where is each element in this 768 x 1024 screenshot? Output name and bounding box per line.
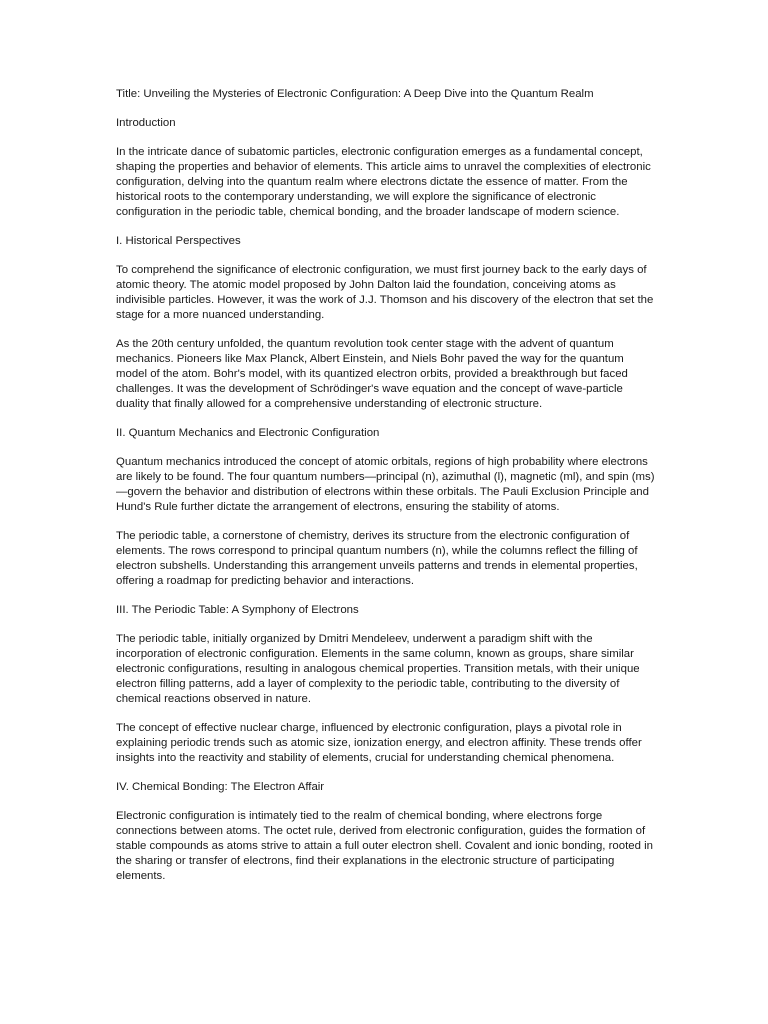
section1-heading: I. Historical Perspectives <box>116 235 241 247</box>
document-title: Title: Unveiling the Mysteries of Electronic Configuration: A Deep Dive into the Quantum Realm <box>116 88 594 100</box>
section1-paragraph-1: To comprehend the significance of electronic configuration, we must first journey back to the early days of atomic theory. The atomic model proposed by John Dalton laid the foundation, conceiving atoms as indivisible particles. However, it was the work of J.J. Thomson and his discovery of the electron that set the stage for a more nuanced understanding. <box>116 264 654 321</box>
document-body <box>116 87 656 898</box>
section3-paragraph-1: The periodic table, initially organized by Dmitri Mendeleev, underwent a paradigm shift with the incorporation of electronic configuration. Elements in the same column, known as groups, share similar electronic configurations, resulting in analogous chemical properties. Transition metals, with their unique electron filling patterns, add a layer of complexity to the periodic table, contributing to the diversity of chemical reactions observed in nature. <box>116 633 640 705</box>
intro-paragraph-1: In the intricate dance of subatomic particles, electronic configuration emerges as a fundamental concept, shaping the properties and behavior of elements. This article aims to unravel the complexities of electronic configuration, delving into the quantum realm where electrons dictate the essence of matter. From the historical roots to the contemporary understanding, we will explore the significance of electronic configuration in the periodic table, chemical bonding, and the broader landscape of modern science. <box>116 146 651 218</box>
section1-paragraph-2: As the 20th century unfolded, the quantum revolution took center stage with the advent of quantum mechanics. Pioneers like Max Planck, Albert Einstein, and Niels Bohr paved the way for the quantum model of the atom. Bohr's model, with its quantized electron orbits, provided a breakthrough but faced challenges. It was the development of Schrödinger's wave equation and the concept of wave-particle duality that finally allowed for a comprehensive understanding of electronic structure. <box>116 338 628 410</box>
section4-heading: IV. Chemical Bonding: The Electron Affair <box>116 781 325 793</box>
section2-paragraph-2: The periodic table, a cornerstone of chemistry, derives its structure from the electronic configuration of elements. The rows correspond to principal quantum numbers (n), while the columns reflect the filling of electron subshells. Understanding this arrangement unveils patterns and trends in elemental properties, offering a roadmap for predicting behavior and interactions. <box>116 530 638 587</box>
intro-heading: Introduction <box>116 117 176 129</box>
section2-heading: II. Quantum Mechanics and Electronic Configuration <box>116 427 380 439</box>
section2-paragraph-1: Quantum mechanics introduced the concept of atomic orbitals, regions of high probability where electrons are likely to be found. The four quantum numbers—principal (n), azimuthal (l), magnetic (ml), and spin (ms)—govern the behavior and distribution of electrons within these orbitals. The Pauli Exclusion Principle and Hund's Rule further dictate the arrangement of electrons, ensuring the stability of atoms. <box>116 456 655 513</box>
section4-paragraph-1: Electronic configuration is intimately tied to the realm of chemical bonding, where electrons forge connections between atoms. The octet rule, derived from electronic configuration, guides the formation of stable compounds as atoms strive to attain a full outer electron shell. Covalent and ionic bonding, rooted in the sharing or transfer of electrons, find their explanations in the electronic structure of participating elements. <box>116 810 653 882</box>
section3-heading: III. The Periodic Table: A Symphony of Electrons <box>116 604 359 616</box>
section3-paragraph-2: The concept of effective nuclear charge, influenced by electronic configuration, plays a pivotal role in explaining periodic trends such as atomic size, ionization energy, and electron affinity. These trends offer insights into the reactivity and stability of elements, crucial for understanding chemical phenomena. <box>116 722 642 764</box>
